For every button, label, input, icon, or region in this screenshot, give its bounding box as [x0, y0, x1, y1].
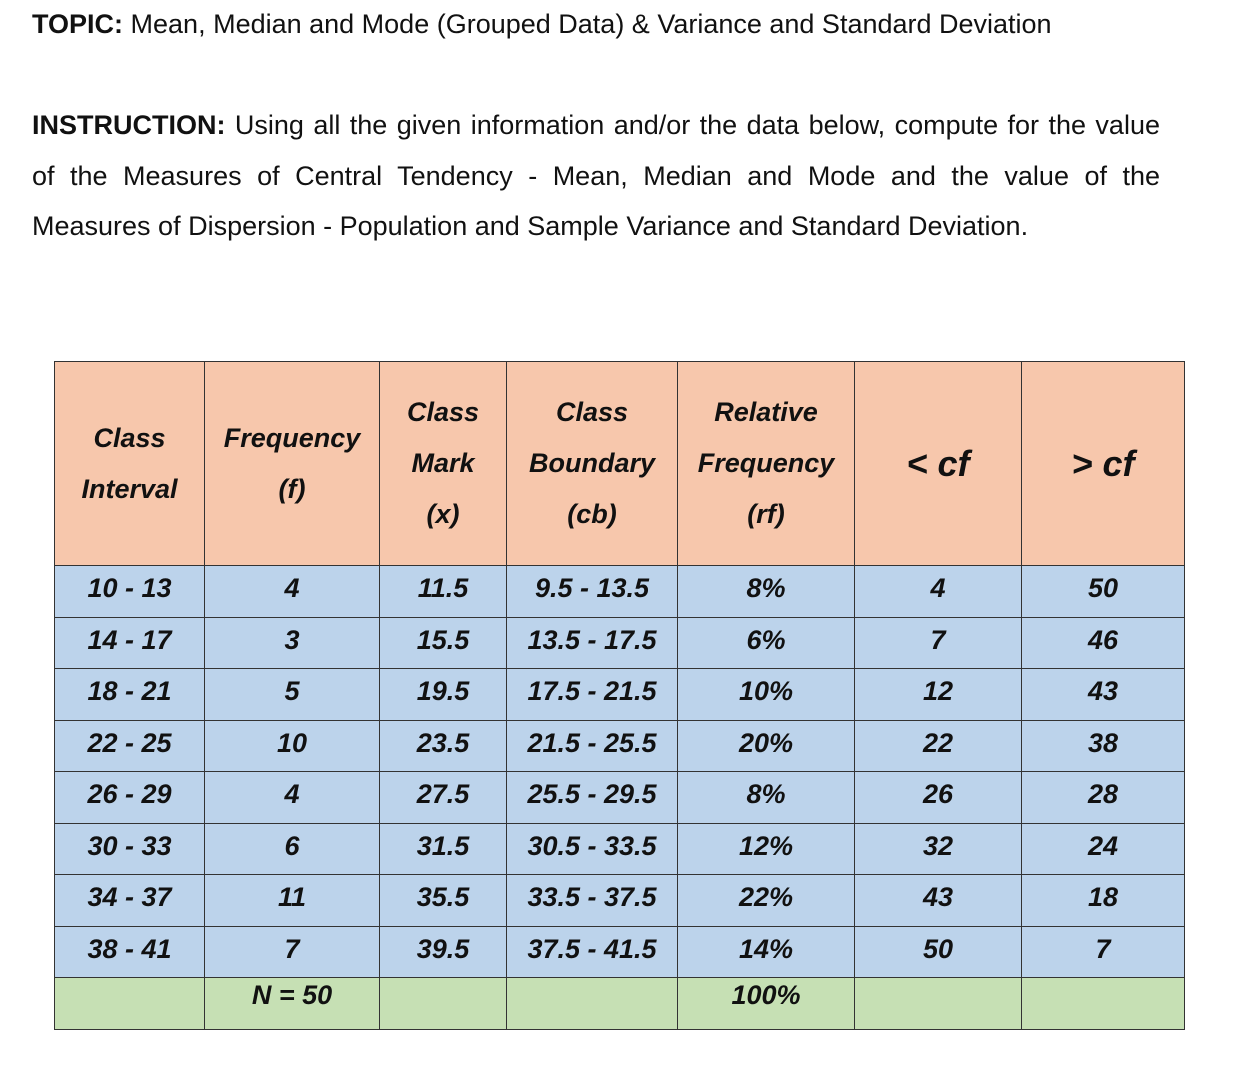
frequency-cell: 7	[205, 926, 380, 978]
header-class-boundary: Class Boundary (cb)	[507, 362, 678, 566]
footer-total-frequency: N = 50	[205, 978, 380, 1030]
relative-frequency-cell: 8%	[678, 772, 855, 824]
relative-frequency-cell: 14%	[678, 926, 855, 978]
greater-than-cf-cell: 24	[1022, 823, 1185, 875]
class-interval-cell: 14 - 17	[55, 617, 205, 669]
class-mark-cell: 11.5	[380, 566, 507, 618]
frequency-cell: 11	[205, 875, 380, 927]
table-footer-row	[55, 978, 1185, 1030]
footer-cell	[1022, 978, 1185, 1030]
less-than-cf-cell: 43	[855, 875, 1022, 927]
class-mark-cell: 39.5	[380, 926, 507, 978]
table-row	[55, 875, 1185, 927]
relative-frequency-cell: 12%	[678, 823, 855, 875]
table-row	[55, 669, 1185, 721]
class-boundary-cell: 21.5 - 25.5	[507, 720, 678, 772]
class-mark-cell: 27.5	[380, 772, 507, 824]
footer-cell	[855, 978, 1022, 1030]
less-than-cf-cell: 22	[855, 720, 1022, 772]
frequency-cell: 4	[205, 566, 380, 618]
less-than-cf-cell: 26	[855, 772, 1022, 824]
header-frequency: Frequency (f)	[205, 362, 380, 566]
less-than-cf-cell: 7	[855, 617, 1022, 669]
frequency-cell: 5	[205, 669, 380, 721]
footer-cell	[55, 978, 205, 1030]
class-mark-cell: 23.5	[380, 720, 507, 772]
class-mark-cell: 15.5	[380, 617, 507, 669]
greater-than-cf-cell: 18	[1022, 875, 1185, 927]
table-row	[55, 823, 1185, 875]
relative-frequency-cell: 22%	[678, 875, 855, 927]
instruction-paragraph	[32, 100, 1160, 252]
less-than-cf-cell: 32	[855, 823, 1022, 875]
frequency-distribution-table	[54, 361, 1185, 1030]
class-mark-cell: 35.5	[380, 875, 507, 927]
class-interval-cell: 18 - 21	[55, 669, 205, 721]
frequency-cell: 6	[205, 823, 380, 875]
greater-than-cf-cell: 38	[1022, 720, 1185, 772]
header-greater-than-cf: > cf	[1022, 362, 1185, 566]
class-interval-cell: 30 - 33	[55, 823, 205, 875]
class-boundary-cell: 30.5 - 33.5	[507, 823, 678, 875]
footer-cell	[507, 978, 678, 1030]
table-row	[55, 566, 1185, 618]
relative-frequency-cell: 6%	[678, 617, 855, 669]
table-row	[55, 720, 1185, 772]
relative-frequency-cell: 20%	[678, 720, 855, 772]
class-interval-cell: 22 - 25	[55, 720, 205, 772]
class-interval-cell: 34 - 37	[55, 875, 205, 927]
topic-text: Mean, Median and Mode (Grouped Data) & Variance and Standard Deviation	[130, 9, 1052, 39]
class-boundary-cell: 9.5 - 13.5	[507, 566, 678, 618]
frequency-cell: 10	[205, 720, 380, 772]
frequency-cell: 4	[205, 772, 380, 824]
header-class-interval: Class Interval	[55, 362, 205, 566]
footer-total-relative-frequency: 100%	[678, 978, 855, 1030]
class-interval-cell: 10 - 13	[55, 566, 205, 618]
class-mark-cell: 31.5	[380, 823, 507, 875]
instruction-text: Using all the given information and/or the data below, compute for the value of the Measures of Central Tendency - Mean, Median and Mode and the value of the Measures of Dispersion - Population and Sample Variance and Standard Deviation.	[32, 110, 1160, 241]
less-than-cf-cell: 12	[855, 669, 1022, 721]
class-mark-cell: 19.5	[380, 669, 507, 721]
greater-than-cf-cell: 46	[1022, 617, 1185, 669]
class-interval-cell: 26 - 29	[55, 772, 205, 824]
greater-than-cf-cell: 7	[1022, 926, 1185, 978]
topic-label: TOPIC:	[32, 9, 124, 39]
class-boundary-cell: 33.5 - 37.5	[507, 875, 678, 927]
less-than-cf-cell: 4	[855, 566, 1022, 618]
class-boundary-cell: 25.5 - 29.5	[507, 772, 678, 824]
class-interval-cell: 38 - 41	[55, 926, 205, 978]
greater-than-cf-cell: 28	[1022, 772, 1185, 824]
relative-frequency-cell: 10%	[678, 669, 855, 721]
greater-than-cf-cell: 50	[1022, 566, 1185, 618]
greater-than-cf-cell: 43	[1022, 669, 1185, 721]
instruction-label: INSTRUCTION:	[32, 110, 226, 140]
table-row	[55, 772, 1185, 824]
table-header-row	[55, 362, 1185, 566]
footer-cell	[380, 978, 507, 1030]
class-boundary-cell: 17.5 - 21.5	[507, 669, 678, 721]
header-less-than-cf: < cf	[855, 362, 1022, 566]
less-than-cf-cell: 50	[855, 926, 1022, 978]
header-relative-frequency: Relative Frequency (rf)	[678, 362, 855, 566]
header-class-mark: Class Mark (x)	[380, 362, 507, 566]
table-row	[55, 926, 1185, 978]
table-row	[55, 617, 1185, 669]
class-boundary-cell: 13.5 - 17.5	[507, 617, 678, 669]
frequency-cell: 3	[205, 617, 380, 669]
relative-frequency-cell: 8%	[678, 566, 855, 618]
topic-line	[32, 6, 1052, 42]
class-boundary-cell: 37.5 - 41.5	[507, 926, 678, 978]
